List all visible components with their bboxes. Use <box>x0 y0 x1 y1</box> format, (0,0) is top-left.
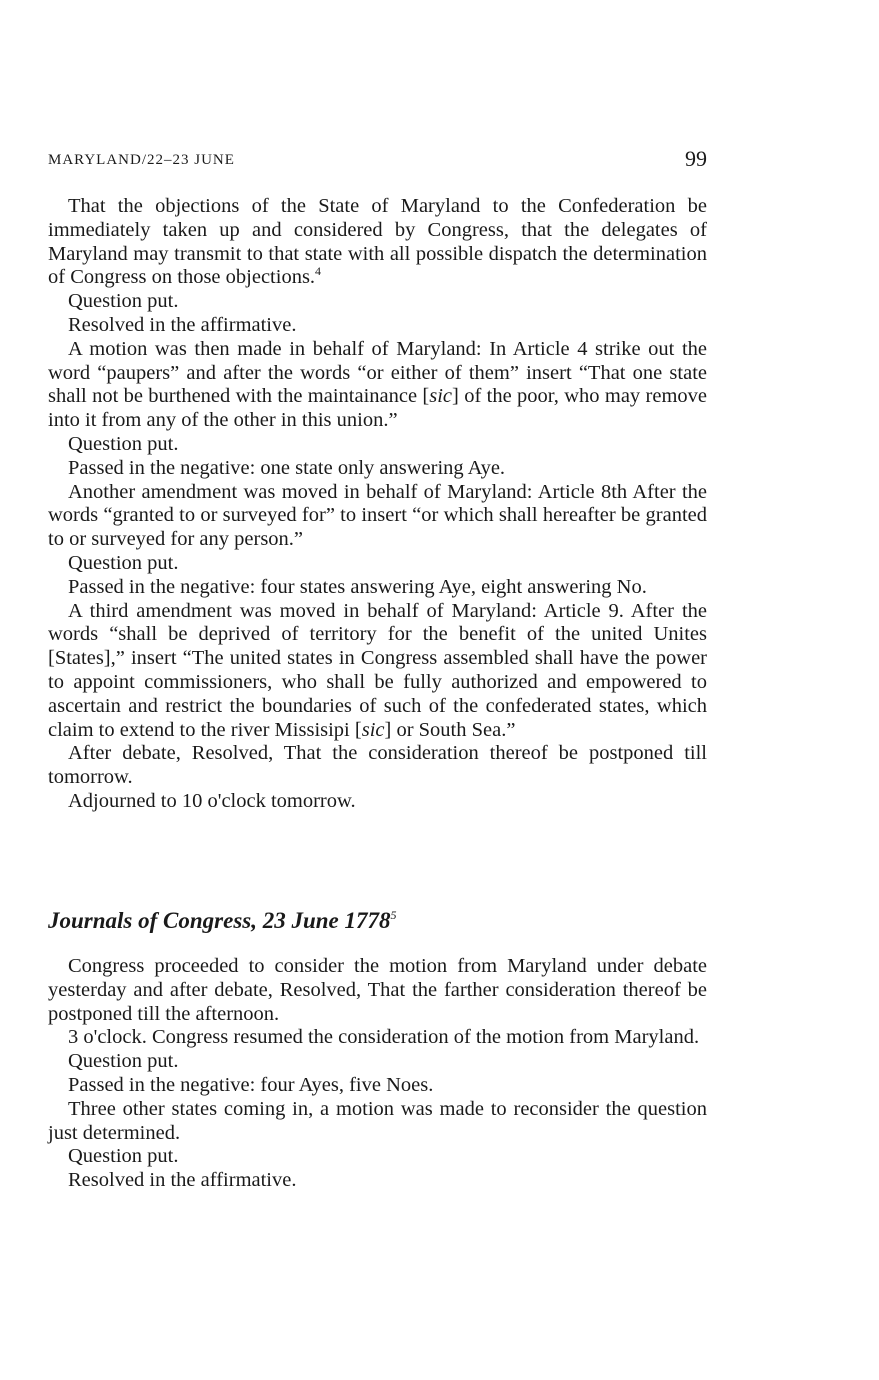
paragraph-motion-article-4 <box>48 338 707 433</box>
passed-negative-1: Passed in the negative: one state only answering Aye. <box>68 456 506 479</box>
question-put-1: Question put. <box>68 290 179 313</box>
passed-negative-2: Passed in the negative: four states answering Aye, eight answering No. <box>68 575 647 598</box>
resolved-affirmative-2: Resolved in the affirmative. <box>68 1169 297 1192</box>
paragraph-objections <box>48 195 707 290</box>
section-june-23-text <box>48 955 707 1193</box>
sic-note-2: sic <box>361 718 385 741</box>
motion-article-4-text-b: ] of the poor, who may remove into it from any of the other in this union.” <box>48 385 707 432</box>
adjourned: Adjourned to 10 o'clock tomorrow. <box>68 789 356 812</box>
amendment-article-9-text-b: ] or South Sea.” <box>384 718 516 741</box>
footnote-ref-4: 4 <box>315 264 322 279</box>
amendment-article-9-text-a: A third amendment was moved in behalf of Maryland: Article 9. After the words “shall be deprived of territory for the benefit of the united Unites [States],” insert “The united states in Congress assembled shall have the power to appoint commissioners, who shall be fully authorized and empowered to ascertain and restrict the boundaries of such of the confederated states, which claim to extend to the river Missisipi [ <box>48 599 707 741</box>
footnote-ref-5: 5 <box>390 908 397 922</box>
question-put-4: Question put. <box>68 1050 179 1073</box>
page-number: 99 <box>685 146 707 171</box>
question-put-5: Question put. <box>68 1145 179 1168</box>
question-put-3: Question put. <box>68 551 179 574</box>
section-heading-text: Journals of Congress, 23 June 1778 <box>48 908 391 933</box>
question-put-2: Question put. <box>68 432 179 455</box>
running-head <box>48 146 707 176</box>
motion-article-4-text-a: A motion was then made in behalf of Maryland: In Article 4 strike out the word “paupers” and after the words “or either of them” insert “That one state shall not be burthened with the maintainance [ <box>48 337 707 408</box>
paragraph-reconsider: Three other states coming in, a motion was made to reconsider the question just determined. <box>48 1097 707 1144</box>
paragraph-objections-text: That the objections of the State of Maryland to the Confederation be immediately taken up and considered by Congress, that the delegates of Maryland may transmit to that state with all possible dispatch the determination of Congress on those objections. <box>48 195 707 289</box>
paragraph-three-oclock: 3 o'clock. Congress resumed the consideration of the motion from Maryland. <box>68 1026 700 1049</box>
running-head-title: MARYLAND/22–23 JUNE <box>48 152 235 168</box>
passed-negative-3: Passed in the negative: four Ayes, five Noes. <box>68 1073 434 1096</box>
paragraph-congress-proceeded: Congress proceeded to consider the motion from Maryland under debate yesterday and after debate, Resolved, That the farther consideration thereof be postponed till the afternoon. <box>48 955 707 1025</box>
section-heading <box>48 908 397 934</box>
paragraph-amendment-article-9 <box>48 600 707 743</box>
paragraph-postponed: After debate, Resolved, That the consideration thereof be postponed till tomorrow. <box>48 742 707 789</box>
section-june-22-text <box>48 195 707 814</box>
sic-note-1: sic <box>429 385 453 408</box>
resolved-affirmative-1: Resolved in the affirmative. <box>68 313 297 336</box>
paragraph-amendment-article-8: Another amendment was moved in behalf of Maryland: Article 8th After the words “granted to or surveyed for” to insert “or which shall hereafter be granted to or surveyed for any person.” <box>48 480 707 551</box>
